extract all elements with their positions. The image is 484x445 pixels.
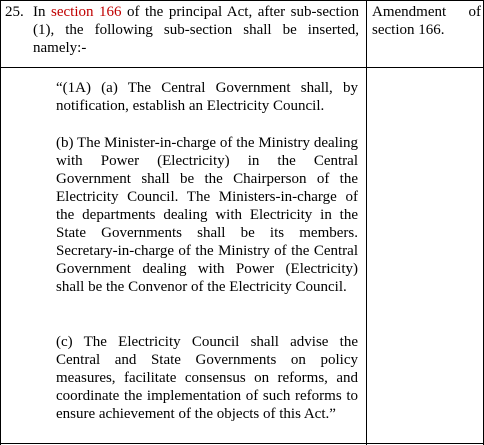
intro-text-before: In [33,4,51,20]
section-number: 25. [5,4,24,20]
clause-c: (c) The Electricity Council shall advise the Central and State Governments on policy measures, facilitate consensus on reforms, and coordinate the implementation of such reforms to ensure achievement of the objects of this Act.” [56,334,358,422]
row-divider [0,67,484,68]
section-link[interactable]: section 166 [51,4,122,20]
clause-a: “(1A) (a) The Central Government shall, by notification, establish an Electricity Council. [56,80,358,114]
intro-text-after: of the principal Act, after sub-section (1), the following sub-section shall be inserted, namely:- [33,4,359,56]
border-bottom [0,443,484,444]
marginal-note: Amendment of section 166. [372,4,481,38]
border-top [0,0,484,1]
intro-paragraph [33,3,359,57]
clause-b: (b) The Minister-in-charge of the Ministry dealing with Power (Electricity) in the Central Government shall be the Chairperson of the Electricity Council. The Ministers-in-charge of the departments dealing with Electricity in the State Governments shall be its members. Secretary-in-charge of the Ministry of the Central Government dealing with Power (Electricity) shall be the Convenor of the Electricity Council. [56,135,358,295]
